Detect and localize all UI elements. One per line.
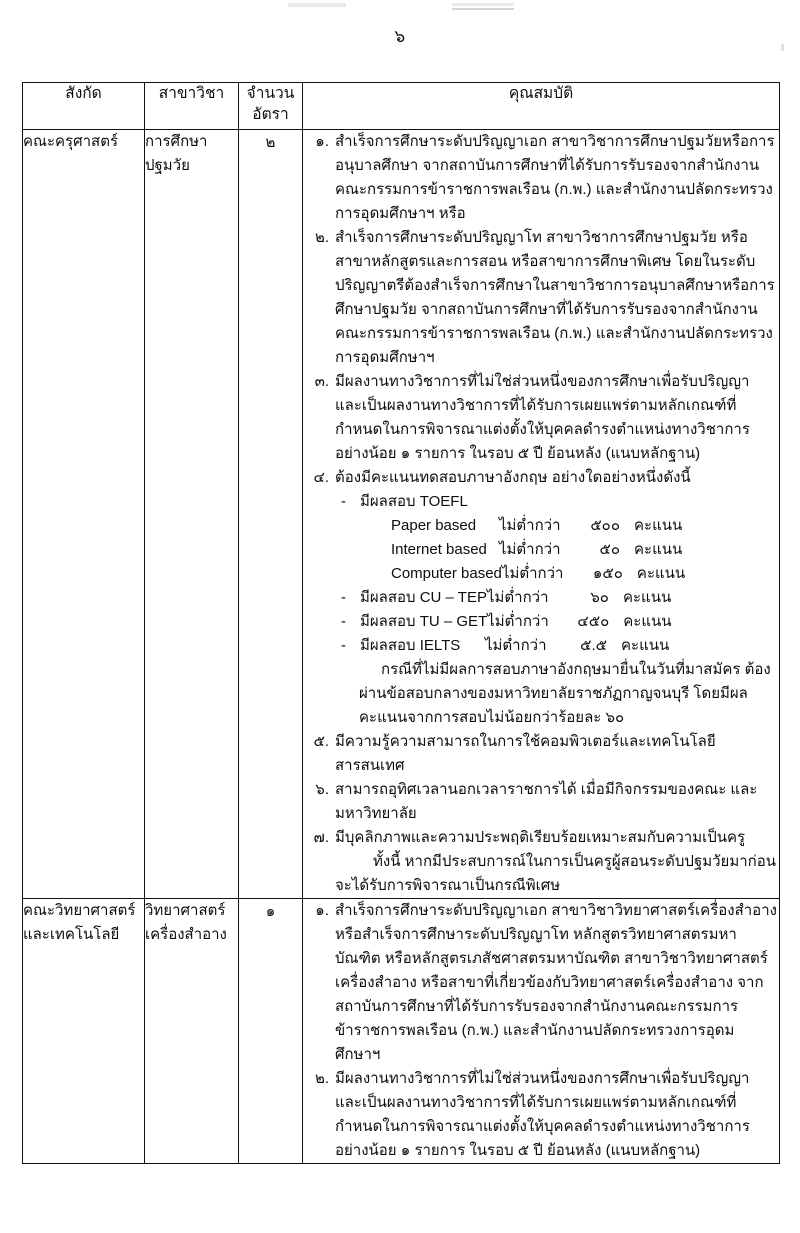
dash-bullet: - bbox=[341, 589, 346, 606]
table-body bbox=[23, 130, 780, 1164]
english-test-toefl-heading bbox=[335, 490, 779, 514]
test-unit: คะแนน bbox=[622, 589, 672, 606]
list-marker: ๒. bbox=[314, 1070, 329, 1087]
list-marker: ๑. bbox=[315, 133, 329, 150]
count-value: ๑ bbox=[265, 903, 276, 920]
dash-bullet: - bbox=[341, 637, 346, 654]
list-item bbox=[303, 1067, 779, 1163]
table-row bbox=[23, 130, 780, 899]
score-row-computer-based bbox=[335, 562, 779, 586]
list-text: สำเร็จการศึกษาระดับปริญญาโท สาขาวิชาการศึกษาปฐมวัย หรือสาขาหลักสูตรและการสอน หรือสาขาการศึกษาพิเศษ โดยในระดับปริญญาตรีต้องสำเร็จการศึกษาในสาขาวิชาการอนุบาลศึกษาหรือการศึกษาปฐมวัย จากสถาบันการศึกษาที่ได้รับการรับรองจากสำนักงานคณะกรรมการข้าราชการพลเรือน (ก.พ.) และสำนักงานปลัดกระทรวงการอุดมศึกษาฯ bbox=[335, 229, 775, 366]
english-test-tu-get bbox=[335, 610, 779, 634]
cell-qualification bbox=[303, 899, 780, 1164]
qualification-list bbox=[303, 130, 779, 850]
list-item bbox=[303, 899, 779, 1067]
score-condition: ไม่ต่ำกว่า bbox=[499, 541, 561, 558]
list-marker: ๓. bbox=[314, 373, 329, 390]
affiliation-text-line1: คณะวิทยาศาสตร์ bbox=[23, 902, 136, 919]
list-item bbox=[303, 730, 779, 778]
column-header-affiliation: สังกัด bbox=[23, 83, 145, 130]
test-score: ๔๕๐ bbox=[577, 613, 610, 630]
list-text: สามารถอุทิศเวลานอกเวลาราชการได้ เมื่อมีกิจกรรมของคณะ และมหาวิทยาลัย bbox=[335, 781, 758, 822]
score-label: Computer based bbox=[391, 565, 502, 582]
score-unit: คะแนน bbox=[634, 517, 683, 534]
affiliation-text: คณะครุศาสตร์ bbox=[23, 133, 118, 150]
score-condition: ไม่ต่ำกว่า bbox=[499, 517, 561, 534]
test-condition: ไม่ต่ำกว่า bbox=[486, 589, 549, 606]
list-marker: ๖. bbox=[315, 781, 329, 798]
table-header bbox=[23, 83, 780, 130]
major-text-line1: วิทยาศาสตร์ bbox=[145, 902, 226, 919]
affiliation-text-line2: และเทคโนโลยี bbox=[23, 926, 120, 943]
list-marker: ๑. bbox=[315, 902, 329, 919]
cell-affiliation bbox=[23, 130, 145, 899]
score-value: ๕๐ bbox=[599, 541, 620, 558]
cell-major bbox=[145, 130, 239, 899]
dash-bullet: - bbox=[341, 613, 346, 630]
column-header-count bbox=[239, 83, 303, 130]
cell-qualification bbox=[303, 130, 780, 899]
closing-paragraph-text: ทั้งนี้ หากมีประสบการณ์ในการเป็นครูผู้สอนระดับปฐมวัยมาก่อนจะได้รับการพิจารณาเป็นกรณีพิเศษ bbox=[335, 853, 776, 894]
major-text-line2: ปฐมวัย bbox=[145, 157, 190, 174]
list-text: ต้องมีคะแนนทดสอบภาษาอังกฤษ อย่างใดอย่างหนึ่งดังนี้ bbox=[335, 469, 691, 486]
score-value: ๕๐๐ bbox=[590, 517, 620, 534]
english-test-list bbox=[335, 490, 779, 514]
test-label: มีผลสอบ CU – TEP bbox=[360, 589, 487, 606]
cell-major bbox=[145, 899, 239, 1164]
major-text-line2: เครื่องสำอาง bbox=[145, 926, 227, 943]
list-item bbox=[303, 778, 779, 826]
page-number: ๖ bbox=[394, 27, 406, 46]
list-text: มีผลงานทางวิชาการที่ไม่ใช่ส่วนหนึ่งของการศึกษาเพื่อรับปริญญา และเป็นผลงานทางวิชาการที่ได้รับการเผยแพร่ตามหลักเกณฑ์ที่กำหนดในการพิจารณาแต่งตั้งให้บุคคลดำรงตำแหน่งทางวิชาการอย่างน้อย ๑ รายการ ในรอบ ๕ ปี ย้อนหลัง (แนบหลักฐาน) bbox=[335, 1070, 750, 1159]
scan-artifact-top-left bbox=[288, 3, 346, 7]
list-text: สำเร็จการศึกษาระดับปริญญาเอก สาขาวิชาวิทยาศาสตร์เครื่องสำอาง หรือสำเร็จการศึกษาระดับปริญญาโท หลักสูตรวิทยาศาสตรมหาบัณฑิต หรือหลักสูตรเภสัชศาสตรมหาบัณฑิต สาขาวิชาวิทยาศาสตร์เครื่องสำอาง หรือสาขาที่เกี่ยวข้องกับวิทยาศาสตร์เครื่องสำอาง จากสถาบันการศึกษาที่ได้รับการรับรองจากสำนักงานคณะกรรมการข้าราชการพลเรือน (ก.พ.) และสำนักงานปลัดกระทรวงการอุดมศึกษาฯ bbox=[335, 902, 777, 1063]
list-text: มีผลงานทางวิชาการที่ไม่ใช่ส่วนหนึ่งของการศึกษาเพื่อรับปริญญา และเป็นผลงานทางวิชาการที่ได้รับการเผยแพร่ตามหลักเกณฑ์ที่กำหนดในการพิจารณาแต่งตั้งให้บุคคลดำรงตำแหน่งทางวิชาการอย่างน้อย ๑ รายการ ในรอบ ๕ ปี ย้อนหลัง (แนบหลักฐาน) bbox=[335, 373, 750, 462]
list-marker: ๒. bbox=[314, 229, 329, 246]
column-header-count-line1: จำนวน bbox=[246, 85, 295, 102]
score-row-internet-based bbox=[335, 538, 779, 562]
column-header-major: สาขาวิชา bbox=[145, 83, 239, 130]
english-test-ielts bbox=[335, 634, 779, 658]
test-score: ๕.๕ bbox=[580, 637, 607, 654]
score-row-paper-based bbox=[335, 514, 779, 538]
closing-paragraph bbox=[303, 850, 779, 898]
test-label: มีผลสอบ IELTS bbox=[360, 637, 461, 654]
list-text: มีความรู้ความสามารถในการใช้คอมพิวเตอร์และเทคโนโลยีสารสนเทศ bbox=[335, 733, 716, 774]
list-item bbox=[303, 826, 779, 850]
major-text-line1: การศึกษา bbox=[145, 133, 208, 150]
table-header-row bbox=[23, 83, 780, 130]
english-test-cu-tep bbox=[335, 586, 779, 610]
list-text: มีบุคลิกภาพและความประพฤติเรียบร้อยเหมาะสมกับความเป็นครู bbox=[335, 829, 746, 846]
score-value: ๑๕๐ bbox=[592, 565, 623, 582]
test-label: มีผลสอบ TU – GET bbox=[360, 613, 488, 630]
test-unit: คะแนน bbox=[621, 637, 670, 654]
other-english-test-list bbox=[335, 586, 779, 658]
column-header-count-line2: อัตรา bbox=[252, 106, 289, 123]
score-label: Internet based bbox=[391, 541, 487, 558]
cell-count bbox=[239, 130, 303, 899]
cell-affiliation bbox=[23, 899, 145, 1164]
toefl-heading-label: มีผลสอบ TOEFL bbox=[360, 493, 468, 510]
list-marker: ๔. bbox=[313, 469, 329, 486]
list-marker: ๕. bbox=[313, 733, 329, 750]
score-unit: คะแนน bbox=[636, 565, 686, 582]
test-score: ๖๐ bbox=[590, 589, 609, 606]
dash-bullet: - bbox=[341, 493, 346, 510]
list-item-english-tests bbox=[303, 466, 779, 730]
list-item bbox=[303, 370, 779, 466]
english-test-note: กรณีที่ไม่มีผลการสอบภาษาอังกฤษมายื่นในวันที่มาสมัคร ต้องผ่านข้อสอบกลางของมหาวิทยาลัยราชภัฏกาญจนบุรี โดยมีผลคะแนนจากการสอบไม่น้อยกว่าร้อยละ ๖๐ bbox=[359, 661, 771, 726]
list-text: สำเร็จการศึกษาระดับปริญญาเอก สาขาวิชาการศึกษาปฐมวัยหรือการอนุบาลศึกษา จากสถาบันการศึกษาที่ได้รับการรับรองจากสำนักงานคณะกรรมการข้าราชการพลเรือน (ก.พ.) และสำนักงานปลัดกระทรวงการอุดมศึกษาฯ หรือ bbox=[335, 133, 775, 222]
score-condition: ไม่ต่ำกว่า bbox=[501, 565, 564, 582]
score-label: Paper based bbox=[391, 517, 477, 534]
qualification-list bbox=[303, 899, 779, 1163]
scan-artifact-top-right-secondary bbox=[452, 8, 514, 10]
test-condition: ไม่ต่ำกว่า bbox=[485, 637, 547, 654]
list-marker: ๗. bbox=[313, 829, 329, 846]
list-item bbox=[303, 226, 779, 370]
count-value: ๒ bbox=[265, 134, 276, 151]
test-condition: ไม่ต่ำกว่า bbox=[487, 613, 549, 630]
test-unit: คะแนน bbox=[623, 613, 672, 630]
table-row bbox=[23, 899, 780, 1164]
list-item bbox=[303, 130, 779, 226]
column-header-qualification: คุณสมบัติ bbox=[303, 83, 780, 130]
score-unit: คะแนน bbox=[634, 541, 683, 558]
qualification-table bbox=[22, 82, 780, 1164]
scan-artifact-top-right bbox=[452, 3, 514, 6]
cell-count bbox=[239, 899, 303, 1164]
